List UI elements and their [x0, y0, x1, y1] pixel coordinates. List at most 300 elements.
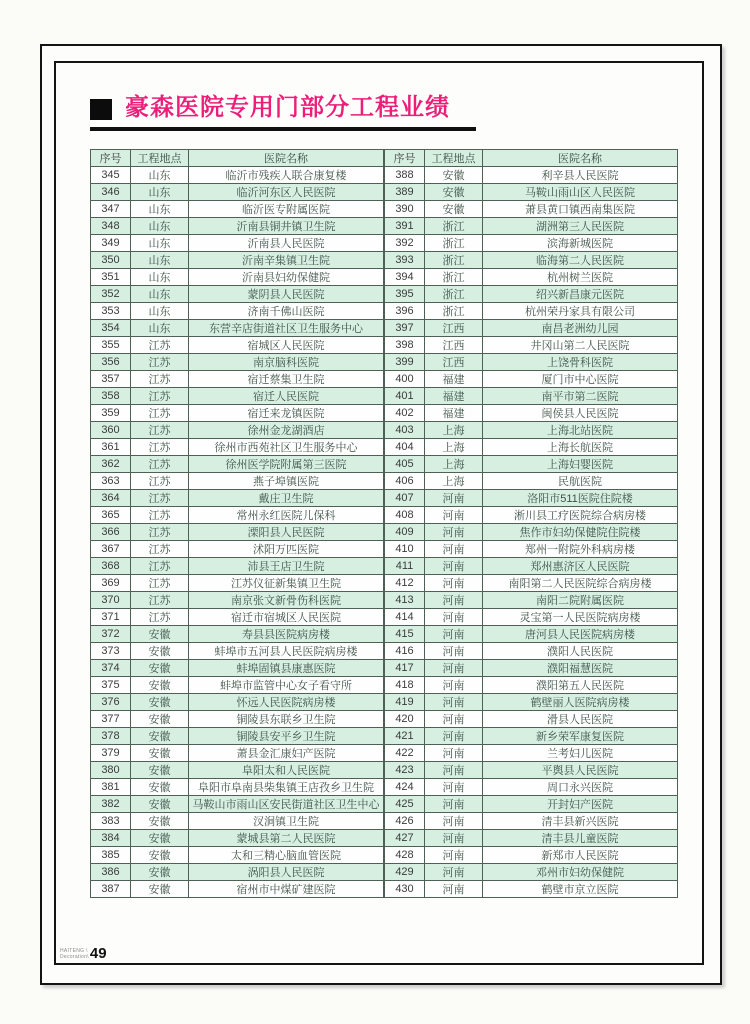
- cell-serial-number: 391: [385, 218, 425, 235]
- cell-project-location: 河南: [425, 762, 483, 779]
- cell-project-location: 河南: [425, 728, 483, 745]
- cell-project-location: 河南: [425, 524, 483, 541]
- cell-hospital-name: 宿迁市宿城区人民医院: [189, 609, 384, 626]
- table-row: [91, 167, 384, 184]
- cell-project-location: 安徽: [131, 660, 189, 677]
- cell-serial-number: 378: [91, 728, 131, 745]
- cell-hospital-name: 临海第二人民医院: [483, 252, 678, 269]
- cell-hospital-name: 洛阳市511医院住院楼: [483, 490, 678, 507]
- cell-hospital-name: 涡阳县人民医院: [189, 864, 384, 881]
- cell-serial-number: 357: [91, 371, 131, 388]
- cell-project-location: 江苏: [131, 473, 189, 490]
- table-row: [91, 507, 384, 524]
- cell-serial-number: 360: [91, 422, 131, 439]
- cell-project-location: 河南: [425, 711, 483, 728]
- cell-project-location: 福建: [425, 388, 483, 405]
- brand-line-1: HAITENG \: [60, 948, 88, 954]
- cell-serial-number: 374: [91, 660, 131, 677]
- cell-hospital-name: 杭州树兰医院: [483, 269, 678, 286]
- cell-serial-number: 351: [91, 269, 131, 286]
- cell-project-location: 河南: [425, 779, 483, 796]
- cell-project-location: 河南: [425, 847, 483, 864]
- table-row: [91, 218, 384, 235]
- cell-project-location: 河南: [425, 609, 483, 626]
- cell-project-location: 河南: [425, 643, 483, 660]
- cell-hospital-name: 宿城区人民医院: [189, 337, 384, 354]
- table-row: [385, 813, 678, 830]
- cell-serial-number: 427: [385, 830, 425, 847]
- table-row: [91, 320, 384, 337]
- table-row: [91, 728, 384, 745]
- cell-serial-number: 402: [385, 405, 425, 422]
- cell-hospital-name: 新郑市人民医院: [483, 847, 678, 864]
- cell-project-location: 安徽: [131, 847, 189, 864]
- table-row: [385, 796, 678, 813]
- cell-project-location: 河南: [425, 813, 483, 830]
- table-row: [91, 660, 384, 677]
- cell-serial-number: 363: [91, 473, 131, 490]
- cell-project-location: 江苏: [131, 541, 189, 558]
- cell-hospital-name: 湖洲第三人民医院: [483, 218, 678, 235]
- cell-project-location: 河南: [425, 575, 483, 592]
- cell-hospital-name: 徐州金龙湖酒店: [189, 422, 384, 439]
- cell-project-location: 江苏: [131, 354, 189, 371]
- cell-serial-number: 401: [385, 388, 425, 405]
- cell-project-location: 江苏: [131, 456, 189, 473]
- cell-project-location: 安徽: [131, 728, 189, 745]
- cell-hospital-name: 闽侯县人民医院: [483, 405, 678, 422]
- table-row: [385, 354, 678, 371]
- cell-serial-number: 404: [385, 439, 425, 456]
- table-row: [91, 524, 384, 541]
- cell-hospital-name: 鹤壁市京立医院: [483, 881, 678, 898]
- cell-project-location: 安徽: [131, 830, 189, 847]
- cell-serial-number: 356: [91, 354, 131, 371]
- cell-serial-number: 410: [385, 541, 425, 558]
- cell-hospital-name: 濮阳第五人民医院: [483, 677, 678, 694]
- cell-project-location: 河南: [425, 864, 483, 881]
- cell-project-location: 河南: [425, 507, 483, 524]
- cell-hospital-name: 东营辛店街道社区卫生服务中心: [189, 320, 384, 337]
- cell-serial-number: 365: [91, 507, 131, 524]
- table-row: [91, 541, 384, 558]
- cell-project-location: 安徽: [425, 167, 483, 184]
- table-row: [385, 303, 678, 320]
- cell-hospital-name: 沂南县铜井镇卫生院: [189, 218, 384, 235]
- cell-serial-number: 379: [91, 745, 131, 762]
- cell-serial-number: 417: [385, 660, 425, 677]
- cell-serial-number: 353: [91, 303, 131, 320]
- cell-project-location: 江苏: [131, 388, 189, 405]
- cell-project-location: 安徽: [131, 881, 189, 898]
- cell-hospital-name: 宿迁蔡集卫生院: [189, 371, 384, 388]
- cell-project-location: 河南: [425, 745, 483, 762]
- cell-hospital-name: 南昌老洲幼儿园: [483, 320, 678, 337]
- cell-serial-number: 400: [385, 371, 425, 388]
- projects-table-right: [384, 149, 678, 898]
- cell-hospital-name: 灵宝第一人民医院病房楼: [483, 609, 678, 626]
- cell-hospital-name: 新乡荣军康复医院: [483, 728, 678, 745]
- cell-project-location: 浙江: [425, 286, 483, 303]
- cell-serial-number: 354: [91, 320, 131, 337]
- cell-project-location: 浙江: [425, 303, 483, 320]
- cell-hospital-name: 蒙阴县人民医院: [189, 286, 384, 303]
- cell-hospital-name: 临沂河东区人民医院: [189, 184, 384, 201]
- projects-table-left: [90, 149, 384, 898]
- cell-project-location: 河南: [425, 660, 483, 677]
- cell-project-location: 江苏: [131, 337, 189, 354]
- cell-hospital-name: 兰考妇儿医院: [483, 745, 678, 762]
- cell-serial-number: 347: [91, 201, 131, 218]
- cell-serial-number: 395: [385, 286, 425, 303]
- table-row: [385, 847, 678, 864]
- cell-project-location: 安徽: [131, 694, 189, 711]
- table-row: [91, 643, 384, 660]
- table-row: [91, 252, 384, 269]
- cell-serial-number: 411: [385, 558, 425, 575]
- cell-project-location: 河南: [425, 558, 483, 575]
- cell-serial-number: 429: [385, 864, 425, 881]
- cell-project-location: 河南: [425, 592, 483, 609]
- cell-serial-number: 398: [385, 337, 425, 354]
- table-row: [385, 252, 678, 269]
- table-row: [385, 592, 678, 609]
- table-row: [385, 728, 678, 745]
- cell-project-location: 安徽: [131, 813, 189, 830]
- table-row: [91, 439, 384, 456]
- cell-hospital-name: 铜陵县安平乡卫生院: [189, 728, 384, 745]
- table-row: [91, 830, 384, 847]
- cell-serial-number: 389: [385, 184, 425, 201]
- cell-project-location: 江西: [425, 320, 483, 337]
- cell-serial-number: 396: [385, 303, 425, 320]
- cell-project-location: 安徽: [131, 762, 189, 779]
- cell-serial-number: 390: [385, 201, 425, 218]
- table-row: [91, 405, 384, 422]
- table-row: [385, 218, 678, 235]
- cell-project-location: 山东: [131, 269, 189, 286]
- header-serial-number: 序号: [91, 150, 131, 167]
- table-row: [385, 490, 678, 507]
- cell-hospital-name: 常州永红医院儿保科: [189, 507, 384, 524]
- cell-project-location: 安徽: [131, 643, 189, 660]
- cell-project-location: 山东: [131, 303, 189, 320]
- cell-project-location: 河南: [425, 541, 483, 558]
- cell-serial-number: 405: [385, 456, 425, 473]
- cell-project-location: 浙江: [425, 218, 483, 235]
- cell-project-location: 江苏: [131, 609, 189, 626]
- table-row: [91, 184, 384, 201]
- cell-hospital-name: 焦作市妇幼保健院住院楼: [483, 524, 678, 541]
- cell-hospital-name: 邓州市妇幼保健院: [483, 864, 678, 881]
- table-row: [91, 422, 384, 439]
- table-row: [385, 337, 678, 354]
- cell-hospital-name: 蚌埠固镇县康惠医院: [189, 660, 384, 677]
- table-row: [385, 711, 678, 728]
- header-row: [91, 150, 384, 167]
- cell-project-location: 山东: [131, 320, 189, 337]
- table-row: [385, 643, 678, 660]
- cell-hospital-name: 蚌埠市五河县人民医院病房楼: [189, 643, 384, 660]
- table-row: [385, 320, 678, 337]
- table-row: [91, 796, 384, 813]
- cell-project-location: 山东: [131, 167, 189, 184]
- table-row: [385, 609, 678, 626]
- cell-serial-number: 369: [91, 575, 131, 592]
- cell-hospital-name: 沂南县妇幼保健院: [189, 269, 384, 286]
- cell-serial-number: 376: [91, 694, 131, 711]
- cell-hospital-name: 利辛县人民医院: [483, 167, 678, 184]
- cell-serial-number: 407: [385, 490, 425, 507]
- cell-hospital-name: 寿县县医院病房楼: [189, 626, 384, 643]
- cell-hospital-name: 绍兴新昌康元医院: [483, 286, 678, 303]
- table-header: [385, 150, 678, 167]
- table-row: [91, 558, 384, 575]
- cell-hospital-name: 郑州惠济区人民医院: [483, 558, 678, 575]
- cell-hospital-name: 南京脑科医院: [189, 354, 384, 371]
- cell-serial-number: 418: [385, 677, 425, 694]
- table-row: [91, 711, 384, 728]
- cell-hospital-name: 上饶骨科医院: [483, 354, 678, 371]
- cell-hospital-name: 南阳二院附属医院: [483, 592, 678, 609]
- table-row: [91, 371, 384, 388]
- cell-project-location: 河南: [425, 490, 483, 507]
- cell-serial-number: 364: [91, 490, 131, 507]
- cell-serial-number: 370: [91, 592, 131, 609]
- cell-project-location: 河南: [425, 830, 483, 847]
- table-row: [385, 660, 678, 677]
- cell-serial-number: 382: [91, 796, 131, 813]
- header-hospital-name: 医院名称: [189, 150, 384, 167]
- table-header: [91, 150, 384, 167]
- cell-project-location: 安徽: [131, 745, 189, 762]
- cell-hospital-name: 滨海新城医院: [483, 235, 678, 252]
- table-row: [91, 575, 384, 592]
- cell-project-location: 河南: [425, 796, 483, 813]
- cell-project-location: 江西: [425, 337, 483, 354]
- cell-serial-number: 424: [385, 779, 425, 796]
- cell-serial-number: 397: [385, 320, 425, 337]
- page-number: 49: [89, 944, 107, 962]
- cell-project-location: 福建: [425, 371, 483, 388]
- table-row: [385, 371, 678, 388]
- cell-project-location: 安徽: [131, 864, 189, 881]
- cell-project-location: 江苏: [131, 592, 189, 609]
- table-row: [385, 626, 678, 643]
- header-hospital-name: 医院名称: [483, 150, 678, 167]
- table-row: [91, 303, 384, 320]
- table-row: [91, 201, 384, 218]
- cell-serial-number: 381: [91, 779, 131, 796]
- cell-project-location: 河南: [425, 677, 483, 694]
- cell-project-location: 山东: [131, 201, 189, 218]
- table-row: [385, 456, 678, 473]
- cell-serial-number: 392: [385, 235, 425, 252]
- cell-hospital-name: 江苏仪征新集镇卫生院: [189, 575, 384, 592]
- table-row: [91, 847, 384, 864]
- table-row: [385, 422, 678, 439]
- cell-serial-number: 386: [91, 864, 131, 881]
- cell-hospital-name: 滑县人民医院: [483, 711, 678, 728]
- cell-serial-number: 350: [91, 252, 131, 269]
- cell-serial-number: 412: [385, 575, 425, 592]
- cell-serial-number: 387: [91, 881, 131, 898]
- cell-project-location: 山东: [131, 235, 189, 252]
- cell-hospital-name: 阜阳太和人民医院: [189, 762, 384, 779]
- cell-hospital-name: 杭州荣丹家具有限公司: [483, 303, 678, 320]
- title-bullet-square: [90, 99, 112, 120]
- cell-serial-number: 416: [385, 643, 425, 660]
- cell-project-location: 山东: [131, 218, 189, 235]
- cell-serial-number: 358: [91, 388, 131, 405]
- cell-serial-number: 409: [385, 524, 425, 541]
- cell-hospital-name: 汊涧镇卫生院: [189, 813, 384, 830]
- cell-hospital-name: 溧阳县人民医院: [189, 524, 384, 541]
- table-row: [91, 762, 384, 779]
- cell-hospital-name: 上海长航医院: [483, 439, 678, 456]
- cell-hospital-name: 淅川县工疗医院综合病房楼: [483, 507, 678, 524]
- page-inner-frame: [54, 61, 704, 965]
- table-body-right: [385, 167, 678, 898]
- table-row: [385, 524, 678, 541]
- brand-line-2: Decoration\: [60, 954, 89, 960]
- table-row: [385, 881, 678, 898]
- cell-serial-number: 399: [385, 354, 425, 371]
- cell-project-location: 浙江: [425, 235, 483, 252]
- cell-project-location: 江苏: [131, 405, 189, 422]
- cell-serial-number: 345: [91, 167, 131, 184]
- table-row: [385, 575, 678, 592]
- cell-hospital-name: 蚌埠市监管中心女子看守所: [189, 677, 384, 694]
- cell-project-location: 山东: [131, 252, 189, 269]
- cell-project-location: 安徽: [425, 201, 483, 218]
- table-row: [385, 762, 678, 779]
- cell-serial-number: 359: [91, 405, 131, 422]
- table-row: [385, 745, 678, 762]
- cell-serial-number: 413: [385, 592, 425, 609]
- table-row: [91, 694, 384, 711]
- cell-serial-number: 428: [385, 847, 425, 864]
- brand-mark: [60, 944, 107, 962]
- cell-serial-number: 420: [385, 711, 425, 728]
- cell-hospital-name: 萧县金汇康妇产医院: [189, 745, 384, 762]
- cell-serial-number: 421: [385, 728, 425, 745]
- cell-hospital-name: 临沂医专附属医院: [189, 201, 384, 218]
- title-block: [90, 96, 476, 131]
- cell-project-location: 江苏: [131, 507, 189, 524]
- cell-hospital-name: 临沂市残疾人联合康复楼: [189, 167, 384, 184]
- table-row: [385, 507, 678, 524]
- cell-project-location: 河南: [425, 694, 483, 711]
- cell-project-location: 江苏: [131, 371, 189, 388]
- cell-serial-number: 346: [91, 184, 131, 201]
- cell-serial-number: 403: [385, 422, 425, 439]
- table-row: [385, 286, 678, 303]
- cell-hospital-name: 戴庄卫生院: [189, 490, 384, 507]
- table-row: [385, 269, 678, 286]
- cell-hospital-name: 宿迁人民医院: [189, 388, 384, 405]
- cell-hospital-name: 厦门市中心医院: [483, 371, 678, 388]
- header-row: [385, 150, 678, 167]
- cell-serial-number: 419: [385, 694, 425, 711]
- cell-serial-number: 375: [91, 677, 131, 694]
- table-row: [385, 541, 678, 558]
- cell-hospital-name: 南京张文新骨伤科医院: [189, 592, 384, 609]
- cell-hospital-name: 唐河县人民医院病房楼: [483, 626, 678, 643]
- table-row: [91, 609, 384, 626]
- cell-hospital-name: 马鞍山市雨山区安民街道社区卫生中心: [189, 796, 384, 813]
- cell-project-location: 上海: [425, 422, 483, 439]
- table-row: [91, 235, 384, 252]
- cell-project-location: 山东: [131, 286, 189, 303]
- cell-serial-number: 352: [91, 286, 131, 303]
- cell-project-location: 安徽: [131, 626, 189, 643]
- cell-project-location: 河南: [425, 881, 483, 898]
- table-row: [91, 337, 384, 354]
- cell-project-location: 上海: [425, 439, 483, 456]
- cell-hospital-name: 井冈山第二人民医院: [483, 337, 678, 354]
- cell-serial-number: 425: [385, 796, 425, 813]
- table-row: [91, 881, 384, 898]
- table-row: [91, 813, 384, 830]
- cell-serial-number: 366: [91, 524, 131, 541]
- cell-project-location: 江西: [425, 354, 483, 371]
- cell-hospital-name: 沂南辛集镇卫生院: [189, 252, 384, 269]
- cell-serial-number: 355: [91, 337, 131, 354]
- cell-hospital-name: 济南千佛山医院: [189, 303, 384, 320]
- cell-project-location: 浙江: [425, 252, 483, 269]
- table-body-left: [91, 167, 384, 898]
- table-row: [91, 354, 384, 371]
- cell-project-location: 江苏: [131, 558, 189, 575]
- cell-hospital-name: 蒙城县第二人民医院: [189, 830, 384, 847]
- cell-serial-number: 368: [91, 558, 131, 575]
- cell-project-location: 上海: [425, 473, 483, 490]
- cell-serial-number: 373: [91, 643, 131, 660]
- cell-serial-number: 414: [385, 609, 425, 626]
- cell-serial-number: 349: [91, 235, 131, 252]
- table-row: [91, 779, 384, 796]
- table-row: [91, 592, 384, 609]
- table-row: [385, 235, 678, 252]
- table-row: [385, 864, 678, 881]
- cell-hospital-name: 上海妇婴医院: [483, 456, 678, 473]
- cell-hospital-name: 清丰县新兴医院: [483, 813, 678, 830]
- cell-hospital-name: 民航医院: [483, 473, 678, 490]
- cell-serial-number: 377: [91, 711, 131, 728]
- table-row: [91, 269, 384, 286]
- cell-serial-number: 348: [91, 218, 131, 235]
- cell-serial-number: 422: [385, 745, 425, 762]
- header-project-location: 工程地点: [131, 150, 189, 167]
- cell-serial-number: 362: [91, 456, 131, 473]
- cell-project-location: 江苏: [131, 490, 189, 507]
- cell-hospital-name: 太和三精心脑血管医院: [189, 847, 384, 864]
- cell-hospital-name: 开封妇产医院: [483, 796, 678, 813]
- cell-hospital-name: 阜阳市阜南县柴集镇王店孜乡卫生院: [189, 779, 384, 796]
- projects-table-area: [90, 149, 662, 898]
- cell-project-location: 江苏: [131, 439, 189, 456]
- cell-hospital-name: 清丰县儿童医院: [483, 830, 678, 847]
- cell-serial-number: 394: [385, 269, 425, 286]
- cell-hospital-name: 萧县黄口镇西南集医院: [483, 201, 678, 218]
- cell-project-location: 河南: [425, 626, 483, 643]
- cell-hospital-name: 沛县王店卫生院: [189, 558, 384, 575]
- cell-serial-number: 372: [91, 626, 131, 643]
- table-row: [385, 405, 678, 422]
- cell-hospital-name: 濮阳福慧医院: [483, 660, 678, 677]
- table-row: [91, 745, 384, 762]
